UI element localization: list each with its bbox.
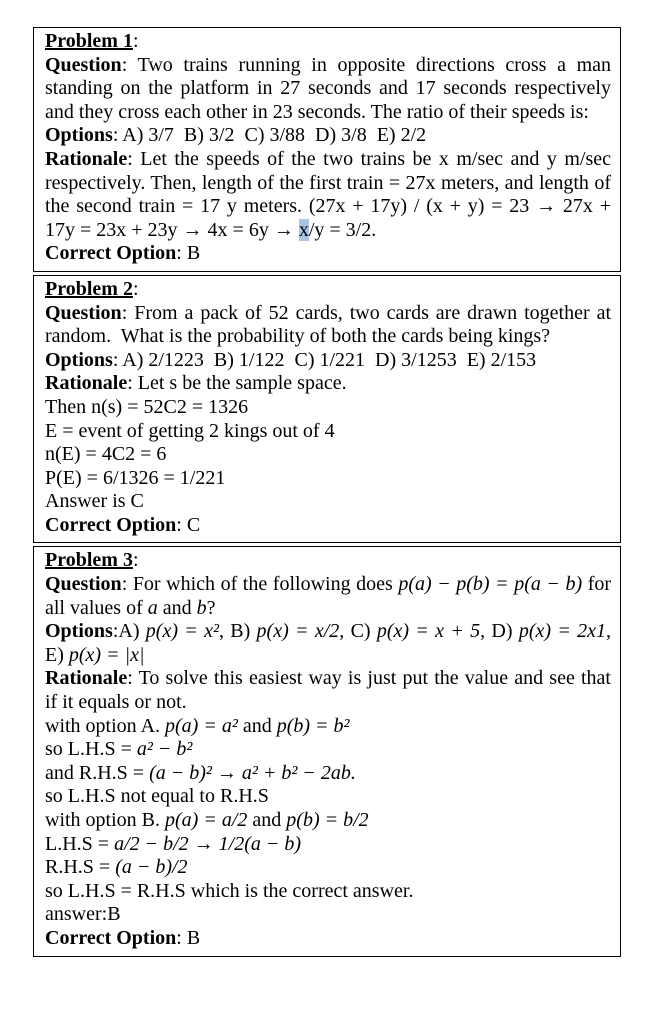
rationale-line [45,715,611,739]
text-segment: so L.H.S = [45,738,137,761]
options-paragraph [45,124,611,148]
math-segment: p(a) = a/2 [165,809,248,831]
math-segment: (a − b)² → a² + b² − 2ab. [149,761,356,784]
rationale-line [45,856,611,880]
rationale-line: Answer is C [45,490,144,513]
colon: : [127,147,141,170]
options-text: A) 3/7 B) 3/2 C) 3/88 D) 3/8 E) 2/2 [122,124,427,147]
rationale-line [45,809,611,833]
colon: : [132,549,139,572]
text-segment: so L.H.S = R.H.S which is the correct answer. [45,879,414,902]
problem-title-line [45,278,611,302]
rationale-line: E = event of getting 2 kings out of 4 [45,419,335,442]
rationale-label: Rationale [45,372,128,395]
rationale-line: P(E) = 6/1326 = 1/221 [45,466,226,489]
text-segment: and R.H.S = [45,761,150,784]
text-segment: , C) [339,620,377,643]
text-segment: with option B. [45,809,166,831]
math-segment: p(b) = b² [276,714,350,737]
colon: : [132,30,139,52]
correct-option-paragraph [45,242,611,266]
colon: : [121,573,133,596]
colon: : [132,277,139,300]
math-segment: a/2 − b/2 → 1/2(a − b) [114,832,302,855]
problem-title-line [45,549,611,573]
rationale-text: Let s be the sample space. [137,372,347,395]
text-segment: ? [206,596,216,619]
colon: : [112,124,123,147]
question-label: Question [45,573,122,596]
text-segment: for all values of [45,573,612,619]
math-segment: b [196,596,207,619]
rationale-line: n(E) = 4C2 = 6 [45,443,167,466]
rationale-paragraph [45,148,611,242]
text-segment: so L.H.S not equal to R.H.S [45,785,269,808]
text-segment: A) [118,620,146,643]
math-segment: p(x) = x/2 [256,620,340,643]
rationale-label: Rationale [45,147,128,170]
math-segment: p(a) = a² [165,714,238,737]
math-segment: p(x) = x + 5 [376,620,481,643]
question-text: From a pack of 52 cards, two cards are drawn together at random. What is the probability of both the cards being kings? [45,301,611,348]
colon: : [112,620,119,643]
correct-option-paragraph [45,927,611,951]
correct-option-label: Correct Option [45,926,177,949]
colon: : [127,667,139,690]
options-label: Options [45,620,113,643]
text-segment: , B) [218,620,257,643]
problem-title: Problem 3 [45,549,133,572]
rationale-line [45,785,611,809]
correct-option-value: B [186,926,201,949]
question-paragraph [45,302,611,349]
question-text: Two trains running in opposite directions cross a man standing on the platform in 27 seconds and 17 seconds respectively and they cross each other in 23 seconds. The ratio of their speeds is: [45,53,611,123]
question-label: Question [45,301,122,324]
text-segment: L.H.S = [45,832,115,855]
problem-title: Problem 2 [45,277,133,300]
math-segment: a² − b² [136,738,193,761]
options-text: A) 2/1223 B) 1/122 C) 1/221 D) 3/1253 E) 2/153 [122,348,537,371]
text-segment: with option A. [45,714,166,737]
text-segment: R.H.S = [45,856,116,879]
text-segment: and [247,809,287,831]
options-label: Options [45,124,113,147]
math-segment: p(x) = |x| [68,643,145,666]
correct-option-paragraph [45,514,611,538]
math-segment: a [147,596,158,619]
math-segment: p(x) = 2x1 [518,620,607,643]
problem-title-line [45,30,611,54]
rationale-paragraph [45,667,611,714]
rationale-paragraph [45,372,611,396]
text-segment: For which of the following does [132,573,399,596]
math-segment: p(x) = x² [145,620,219,643]
problem-box-3 [33,546,621,956]
rationale-text: To solve this easiest way is just put the value and see that if it equals or not. [45,667,611,714]
text-segment: answer:B [45,903,121,926]
question-paragraph [45,573,611,620]
colon: : [112,348,123,371]
colon: : [121,301,135,324]
question-paragraph [45,54,611,125]
selection-highlight[interactable]: x [298,218,309,241]
colon: : [176,926,187,949]
text-segment: and [237,714,277,737]
text-segment: , D) [480,620,519,643]
rationale-line [45,880,611,904]
text-segment: and [157,596,197,619]
rationale-line [45,903,611,927]
correct-option-value: C [186,513,201,536]
colon: : [127,372,138,395]
rationale-label: Rationale [45,667,128,690]
rationale-line [45,833,611,857]
correct-option-value: B [186,242,201,265]
rationale-line: Then n(s) = 52C2 = 1326 [45,395,249,418]
question-label: Question [45,53,122,76]
options-label: Options [45,348,113,371]
options-text [45,620,611,666]
correct-option-label: Correct Option [45,242,177,265]
colon: : [176,513,187,536]
math-segment: p(b) = b/2 [286,809,369,831]
text-segment: , E) [45,620,612,666]
correct-option-label: Correct Option [45,513,177,536]
options-paragraph [45,620,611,667]
rationale-line [45,762,611,786]
problem-box-1 [33,27,621,272]
options-paragraph [45,349,611,373]
math-segment: (a − b)/2 [115,856,188,879]
problem-title: Problem 1 [45,30,133,52]
colon: : [121,53,138,76]
problem-box-2 [33,275,621,544]
colon: : [176,242,187,265]
math-segment: p(a) − p(b) = p(a − b) [398,573,583,596]
rationale-text: /y = 3/2. [308,218,377,241]
rationale-line [45,738,611,762]
rationale-text: Let the speeds of the two trains be x m/sec and y m/sec respectively. Then, length of the first train = 27x meters, and length of the second train = 17 y meters. (27x + 17y) / (x + y) = 23 → 27x + 17y = 23x + 23y → 4x = 6y → [45,147,611,241]
